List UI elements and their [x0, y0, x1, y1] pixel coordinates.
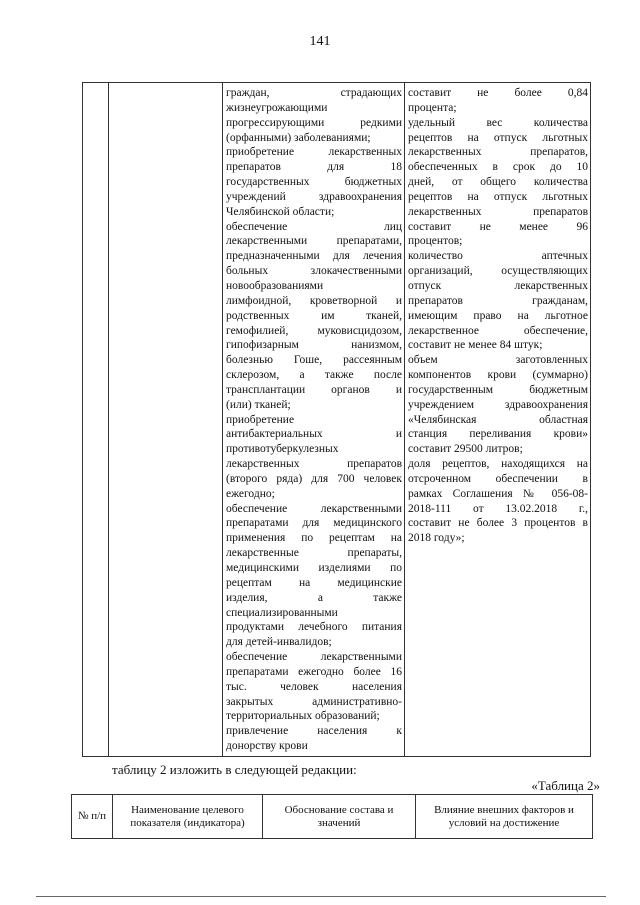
text-line: обеспечение лиц [226, 220, 402, 233]
text-line: компонентов крови (суммарно) [408, 369, 588, 382]
column-divider [108, 83, 109, 756]
text-line: ежегодно; [226, 487, 275, 500]
text-line: рамках Соглашения № 056-08- [408, 487, 588, 500]
text-line: рецептов на отпуск льготных [408, 190, 588, 203]
text-line: обеспечение лекарственными [226, 502, 402, 515]
text-line: препаратов для 18 [226, 161, 402, 174]
text-line: гемофилией, муковисцидозом, [226, 324, 402, 337]
text-line: процента; [408, 101, 457, 114]
text-line: больных злокачественными [226, 265, 402, 278]
text-line: донорству крови [226, 740, 308, 753]
page-number: 141 [309, 34, 331, 49]
text-line: удельный вес количества [408, 116, 588, 129]
text-line: 2018 году»; [408, 532, 465, 545]
text-line: родственных им тканей, [226, 309, 402, 322]
header-justification: Обоснование состава и значений [262, 795, 415, 838]
text-line: учреждением здравоохранения [408, 398, 588, 411]
text-line: трансплантации органов и [226, 383, 402, 396]
text-line: составит 29500 литров; [408, 443, 523, 456]
text-line: станция переливания крови» [408, 428, 588, 441]
text-line: специализированными [226, 606, 338, 619]
text-line: лекарственными препаратами, [226, 235, 402, 248]
text-line: изделия, а также [226, 591, 402, 604]
text-line: лекарственных препаратов [226, 458, 402, 471]
text-line: процентов; [408, 235, 463, 248]
text-line: продуктами лечебного питания [226, 621, 402, 634]
text-line: государственным бюджетным [408, 383, 588, 396]
header-external-factors: Влияние внешних факторов и условий на достижение [415, 795, 592, 838]
text-line: обеспечение лекарственными [226, 651, 402, 664]
goal-column-text [226, 86, 402, 754]
instruction-text: таблицу 2 изложить в следующей редакции: [112, 762, 357, 777]
header-indicator-name: Наименование целевого показателя (индикатора) [112, 795, 262, 838]
text-line: склерозом, а также после [226, 369, 402, 382]
text-line: рецептов на отпуск льготных [408, 131, 588, 144]
text-line: количество аптечных [408, 250, 588, 263]
text-line: препаратами для медицинского [226, 517, 402, 530]
text-line: привлечение населения к [226, 725, 402, 738]
column-divider [404, 83, 405, 756]
text-line: антибактериальных и [226, 428, 402, 441]
text-line: новообразованиями [226, 279, 324, 292]
text-line: гипофизарным нанизмом, [226, 339, 402, 352]
text-line: применения по рецептам на [226, 532, 402, 545]
table-caption: «Таблица 2» [531, 778, 600, 793]
text-line: составит не более 0,84 [408, 87, 588, 99]
criteria-column-text [408, 86, 588, 546]
text-line: приобретение [226, 413, 295, 426]
header-number: № п/п [77, 810, 107, 822]
text-line: составит не более 3 процентов в [408, 517, 588, 530]
text-line: имеющим право на льготное [408, 309, 588, 322]
text-line: составит не менее 84 штук; [408, 339, 543, 352]
column-divider [222, 83, 223, 756]
text-line: 2018-111 от 13.02.2018 г., [408, 502, 588, 515]
table-2-header [71, 794, 593, 839]
text-line: обеспеченных в срок до 10 [408, 161, 588, 174]
text-line: препаратами ежегодно более 16 [226, 665, 402, 678]
main-table [82, 82, 591, 757]
text-line: закрытых административно- [226, 695, 402, 708]
text-line: предназначенными для лечения [226, 250, 402, 263]
bottom-rule [36, 896, 606, 897]
text-line: государственных бюджетных [226, 176, 402, 189]
text-line: прогрессирующими редкими [226, 116, 402, 129]
text-line: (орфанными) заболеваниями; [226, 131, 371, 144]
text-line: объем заготовленных [408, 354, 588, 367]
text-line: приобретение лекарственных [226, 146, 402, 159]
text-line: отсроченном обеспечении в [408, 472, 588, 485]
text-line: территориальных образований; [226, 710, 380, 723]
text-line: рецептам на медицинские [226, 576, 402, 589]
text-line: лекарственные препараты, [226, 547, 402, 560]
text-line: лекарственное обеспечение, [408, 324, 588, 337]
text-line: лимфоидной, кроветворной и [226, 294, 402, 307]
text-line: противотуберкулезных [226, 443, 339, 456]
text-line: медицинскими изделиями по [226, 562, 402, 574]
text-line: для детей-инвалидов; [226, 636, 332, 649]
text-line: препаратов гражданам, [408, 294, 588, 307]
text-line: организаций, осуществляющих [408, 265, 588, 278]
text-line: доля рецептов, находящихся на [408, 458, 588, 471]
text-line: болезнью Гоше, рассеянным [226, 354, 402, 367]
text-line: отпуск лекарственных [408, 279, 588, 292]
text-line: Челябинской области; [226, 205, 335, 218]
text-line: граждан, страдающих [226, 87, 402, 99]
text-line: составит не менее 96 [408, 220, 588, 233]
text-line: (или) тканей; [226, 398, 291, 411]
text-line: жизнеугрожающими [226, 101, 328, 114]
text-line: дней, от общего количества [408, 176, 588, 189]
text-line: лекарственных препаратов, [408, 146, 588, 159]
text-line: «Челябинская областная [408, 413, 588, 426]
text-line: (второго ряда) для 700 человек [226, 472, 402, 485]
text-line: лекарственных препаратов [408, 205, 588, 218]
text-line: учреждений здравоохранения [226, 190, 402, 203]
text-line: тыс. человек населения [226, 680, 402, 693]
